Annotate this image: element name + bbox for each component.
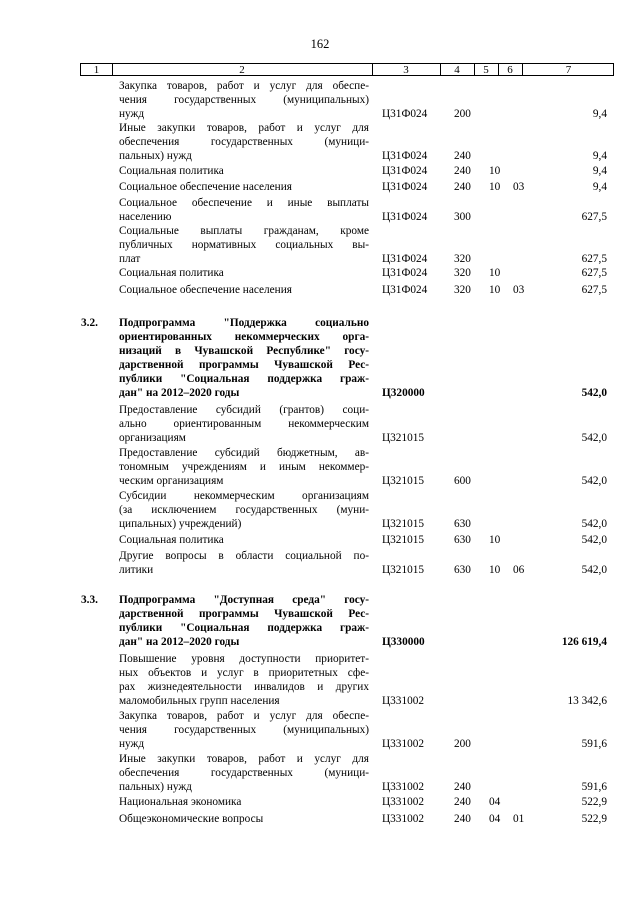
cell-c7: 591,6	[581, 781, 607, 793]
cell-c5: 04	[489, 813, 501, 825]
row-name-line: Социальное обеспечение населения	[119, 181, 292, 193]
row-name-line: Предоставление субсидий (грантов) соци-	[119, 404, 369, 416]
row-name	[119, 121, 369, 163]
cell-c7: 9,4	[592, 150, 607, 162]
row-name-line: публики "Социальная поддержка граж-	[119, 373, 369, 385]
row-name-line: дан" на 2012–2020 годы	[119, 387, 240, 399]
cell-c7: 627,5	[581, 253, 607, 265]
cell-c7: 522,9	[581, 813, 607, 825]
cell-c3: Ц321015	[382, 564, 425, 576]
row-name-line: тономным учреждениям и иным некоммер-	[119, 461, 369, 473]
cell-c3: Ц331002	[382, 813, 425, 825]
cell-c4: 630	[454, 518, 471, 530]
row-name-line: ных объектов и услуг в приоритетных сфе-	[119, 667, 369, 679]
row-name	[119, 446, 369, 488]
row-name	[119, 196, 369, 224]
row-name-line: чения государственных (муниципальных)	[119, 724, 369, 736]
cell-c4: 320	[454, 253, 471, 265]
cell-c6: 03	[513, 284, 525, 296]
row-name-line: низаций в Чувашской Республике" госу-	[119, 345, 369, 357]
row-name-line: обеспечения государственных (муници-	[119, 136, 369, 148]
section-number: 3.3.	[81, 594, 98, 606]
cell-c7: 627,5	[581, 284, 607, 296]
cell-c4: 200	[454, 108, 471, 120]
row-name	[119, 812, 369, 826]
row-name-line: Общеэкономические вопросы	[119, 813, 264, 825]
cell-c6: 06	[513, 564, 525, 576]
row-name-line: Иные закупки товаров, работ и услуг для	[119, 753, 369, 765]
cell-c7: 9,4	[592, 108, 607, 120]
cell-c4: 300	[454, 211, 471, 223]
cell-c3: Ц31Ф024	[382, 108, 428, 120]
cell-c3: Ц31Ф024	[382, 150, 428, 162]
row-name-line: Социальная политика	[119, 534, 224, 546]
row-name-line: плат	[119, 253, 141, 265]
cell-c5: 10	[489, 181, 501, 193]
cell-c3: Ц321015	[382, 432, 425, 444]
cell-c4: 630	[454, 564, 471, 576]
cell-c5: 10	[489, 564, 501, 576]
row-name	[119, 164, 369, 178]
row-name-line: Социальная политика	[119, 267, 224, 279]
row-name-line: Другие вопросы в области социальной по-	[119, 550, 369, 562]
cell-c6: 03	[513, 181, 525, 193]
cell-c7: 9,4	[592, 181, 607, 193]
row-name-line: Социальное обеспечение и иные выплаты	[119, 197, 369, 209]
row-name-line: Национальная экономика	[119, 796, 242, 808]
cell-c4: 240	[454, 796, 471, 808]
row-name	[119, 180, 369, 194]
cell-c7: 542,0	[581, 475, 607, 487]
cell-c3: Ц331002	[382, 695, 425, 707]
row-name-line: дарственной программы Чувашской Рес-	[119, 359, 369, 371]
cell-c5: 10	[489, 267, 501, 279]
cell-c4: 320	[454, 284, 471, 296]
row-name-line: публичных нормативных социальных вы-	[119, 239, 369, 251]
row-name-line: Иные закупки товаров, работ и услуг для	[119, 122, 369, 134]
row-name	[119, 652, 369, 708]
row-name-line: (за исключением государственных (муни-	[119, 504, 369, 516]
cell-c3: Ц31Ф024	[382, 284, 428, 296]
row-name-line: Закупка товаров, работ и услуг для обеспе-	[119, 80, 369, 92]
row-name-line: Предоставление субсидий бюджетным, ав-	[119, 447, 369, 459]
row-name-line: дарственной программы Чувашской Рес-	[119, 608, 369, 620]
cell-c7: 542,0	[581, 432, 607, 444]
row-name-line: нужд	[119, 738, 145, 750]
header-col-1: 1	[93, 64, 100, 76]
row-name-line: Подпрограмма "Поддержка социально	[119, 317, 369, 329]
cell-c3: Ц321015	[382, 475, 425, 487]
cell-c3: Ц321015	[382, 534, 425, 546]
row-name-line: Социальная политика	[119, 165, 224, 177]
cell-c3: Ц31Ф024	[382, 165, 428, 177]
cell-c3: Ц321015	[382, 518, 425, 530]
row-name-line: дан" на 2012–2020 годы	[119, 636, 240, 648]
cell-c3: Ц330000	[382, 636, 425, 648]
row-name-line: Закупка товаров, работ и услуг для обеспе-	[119, 710, 369, 722]
section-number: 3.2.	[81, 317, 98, 329]
row-name-line: Социальные выплаты гражданам, кроме	[119, 225, 369, 237]
row-name	[119, 709, 369, 751]
cell-c3: Ц31Ф024	[382, 267, 428, 279]
cell-c3: Ц331002	[382, 738, 425, 750]
row-name-line: Повышение уровня доступности приоритет-	[119, 653, 369, 665]
row-name	[119, 224, 369, 266]
cell-c5: 10	[489, 165, 501, 177]
cell-c7: 627,5	[581, 211, 607, 223]
cell-c7: 13 342,6	[567, 695, 607, 707]
row-name	[119, 266, 369, 280]
row-name-line: обеспечения государственных (муници-	[119, 767, 369, 779]
header-col-7: 7	[565, 64, 572, 76]
row-name-line: пальных) нужд	[119, 781, 192, 793]
cell-c4: 320	[454, 267, 471, 279]
cell-c4: 240	[454, 813, 471, 825]
cell-c7: 591,6	[581, 738, 607, 750]
cell-c7: 627,5	[581, 267, 607, 279]
row-name-line: маломобильных групп населения	[119, 695, 280, 707]
cell-c3: Ц331002	[382, 781, 425, 793]
cell-c5: 04	[489, 796, 501, 808]
row-name-line: нужд	[119, 108, 145, 120]
row-name-line: ально ориентированным некоммерческим	[119, 418, 369, 430]
cell-c4: 200	[454, 738, 471, 750]
cell-c7: 9,4	[592, 165, 607, 177]
header-col-2: 2	[239, 64, 245, 76]
row-name	[119, 489, 369, 531]
row-name	[119, 403, 369, 445]
row-name-line: Подпрограмма "Доступная среда" госу-	[119, 594, 369, 606]
row-name	[119, 593, 369, 649]
row-name	[119, 752, 369, 794]
cell-c4: 240	[454, 150, 471, 162]
row-name-line: чения государственных (муниципальных)	[119, 94, 369, 106]
cell-c7: 542,0	[581, 387, 607, 399]
header-col-6: 6	[507, 64, 513, 76]
row-name-line: организациям	[119, 432, 186, 444]
cell-c7: 542,0	[581, 564, 607, 576]
row-name-line: литики	[119, 564, 154, 576]
row-name-line: ориентированных некоммерческих орга-	[119, 331, 369, 343]
cell-c3: Ц331002	[382, 796, 425, 808]
cell-c5: 10	[489, 534, 501, 546]
row-name	[119, 316, 369, 400]
row-name-line: ческим организациям	[119, 475, 224, 487]
row-name	[119, 283, 369, 297]
cell-c6: 01	[513, 813, 525, 825]
page-number: 162	[310, 37, 330, 51]
row-name-line: рах жизнедеятельности инвалидов и других	[119, 681, 369, 693]
row-name-line: пальных) нужд	[119, 150, 192, 162]
cell-c4: 240	[454, 781, 471, 793]
cell-c3: Ц320000	[382, 387, 425, 399]
row-name	[119, 549, 369, 577]
header-col-5: 5	[483, 64, 489, 76]
row-name-line: Субсидии некоммерческим организациям	[119, 490, 369, 502]
cell-c3: Ц31Ф024	[382, 211, 428, 223]
table-header	[80, 63, 614, 76]
row-name	[119, 79, 369, 121]
cell-c7: 522,9	[581, 796, 607, 808]
cell-c4: 240	[454, 165, 471, 177]
row-name	[119, 533, 369, 547]
row-name-line: публики "Социальная поддержка граж-	[119, 622, 369, 634]
cell-c7: 126 619,4	[561, 636, 607, 648]
header-col-4: 4	[454, 64, 460, 76]
row-name-line: Социальное обеспечение населения	[119, 284, 292, 296]
cell-c3: Ц31Ф024	[382, 181, 428, 193]
cell-c4: 600	[454, 475, 471, 487]
row-name-line: ципальных) учреждений)	[119, 518, 242, 530]
cell-c3: Ц31Ф024	[382, 253, 428, 265]
header-col-3: 3	[403, 64, 409, 76]
row-name-line: населению	[119, 211, 172, 223]
cell-c4: 630	[454, 534, 471, 546]
cell-c5: 10	[489, 284, 501, 296]
row-name	[119, 795, 369, 809]
cell-c4: 240	[454, 181, 471, 193]
cell-c7: 542,0	[581, 534, 607, 546]
cell-c7: 542,0	[581, 518, 607, 530]
